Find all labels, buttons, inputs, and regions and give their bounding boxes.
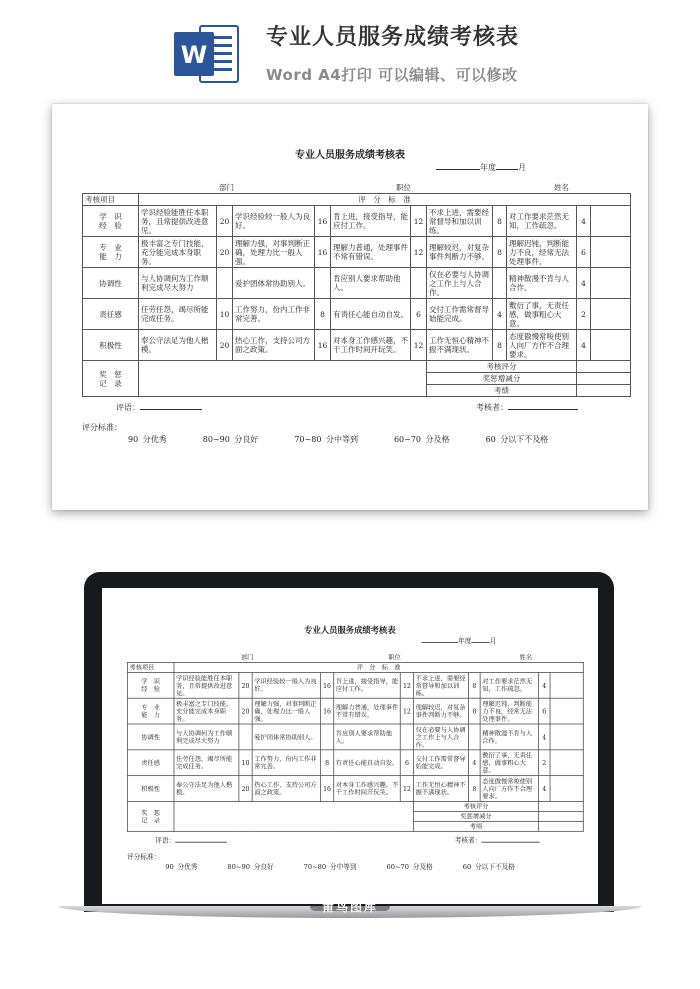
criteria-cell: 肯应别人要求帮助他人。	[334, 724, 401, 750]
criteria-cell: 有责任心能自动自发。	[331, 299, 411, 330]
criteria-cell: 奉公守法足为他人楷模。	[139, 330, 217, 361]
standard-header: 评 分 标 准	[139, 194, 631, 206]
score-cell	[315, 268, 331, 299]
criteria-cell: 精神散漫不肯与人合作。	[507, 268, 577, 299]
score-cell: 6	[538, 698, 550, 724]
comment-label: 评语：	[155, 836, 176, 845]
item-header: 考核项目	[127, 662, 174, 672]
criteria-cell: 奉公守法足为他人楷模。	[174, 776, 239, 802]
table-row	[83, 330, 631, 361]
score-cell: 8	[493, 237, 507, 268]
criteria-cell: 学识经验较一般人为良好。	[252, 672, 320, 698]
item-name-cell: 责任感	[83, 299, 139, 330]
grade-item: 90 分优秀	[165, 863, 198, 871]
grade-item: 60 分以下不及格	[462, 863, 515, 871]
summary-cell: 考绩	[414, 821, 539, 831]
table-row	[127, 776, 583, 802]
criteria-cell: 工作努力，份内工作非常完善。	[252, 750, 320, 776]
item-name-cell: 学 识 经 验	[127, 672, 174, 698]
score-cell: 2	[538, 750, 550, 776]
blank-cell	[550, 724, 583, 750]
watermark: 莆鸟图库	[321, 900, 378, 914]
year-label: 年度	[480, 163, 496, 172]
dept-label: 部门	[240, 653, 254, 662]
score-cell: 20	[239, 776, 252, 802]
score-cell: 12	[411, 206, 427, 237]
criteria-cell: 肯上进，接受指导，能应付工作。	[331, 206, 411, 237]
score-cell: 8	[469, 776, 481, 802]
grade-item: 60~70 分及格	[393, 435, 450, 444]
score-cell: 20	[217, 237, 233, 268]
standard-header: 评 分 标 准	[174, 662, 583, 672]
laptop-screen	[102, 588, 598, 904]
criteria-cell: 任劳任怨，竭尽所能完成任务。	[174, 750, 239, 776]
post-label: 职位	[396, 183, 412, 192]
document	[52, 104, 648, 510]
criteria-cell: 与人协调何为工作顺利完成尽大努力	[174, 724, 239, 750]
grade-item: 90 分优秀	[128, 435, 167, 444]
word-icon	[172, 22, 240, 86]
score-cell	[469, 724, 481, 750]
score-cell: 20	[239, 698, 252, 724]
page-title: 专业人员服务成绩考核表	[266, 25, 520, 50]
blank-cell	[550, 776, 583, 802]
item-name-cell: 学 识 经 验	[83, 206, 139, 237]
table-row	[127, 724, 583, 750]
criteria-cell: 仅在必要与人协调之工作上与人合作。	[427, 268, 493, 299]
standard-label: 评分标准：	[126, 853, 161, 861]
laptop-mockup	[58, 572, 642, 922]
doc-title: 专业人员服务成绩考核表	[304, 626, 396, 636]
criteria-cell: 对工作要求茫然无知，工作疏忽。	[480, 672, 538, 698]
assessor-label: 考核者：	[454, 836, 482, 845]
score-cell: 20	[239, 672, 252, 698]
score-cell: 20	[217, 206, 233, 237]
table-row	[127, 698, 583, 724]
criteria-cell: 理解较迟，对复杂事件判断力不够。	[414, 698, 469, 724]
criteria-cell: 爱护团体常协助别人。	[233, 268, 315, 299]
table-row	[83, 299, 631, 330]
score-cell: 8	[469, 698, 481, 724]
year-label: 年度	[458, 637, 472, 645]
criteria-cell: 肯上进，接受指导，能应付工作。	[334, 672, 401, 698]
criteria-cell: 仅在必要与人协调之工作上与人合作。	[414, 724, 469, 750]
table-row	[83, 206, 631, 237]
score-cell: 4	[538, 724, 550, 750]
criteria-cell: 敷衍了事，无责任感，做事粗心大意。	[507, 299, 577, 330]
score-cell: 4	[469, 750, 481, 776]
criteria-cell: 学识经验较一般人为良好。	[233, 206, 315, 237]
score-cell: 16	[320, 776, 333, 802]
criteria-cell: 对本身工作感兴趣，不干工作时间开玩笑。	[334, 776, 401, 802]
criteria-cell: 理解迟钝，判断能力不良，经常无法处理事件。	[480, 698, 538, 724]
score-cell: 16	[315, 237, 331, 268]
dept-label: 部门	[219, 183, 234, 192]
criteria-cell: 热心工作，支持公司方面之政策。	[252, 776, 320, 802]
assessor-line	[476, 402, 578, 413]
criteria-cell: 学识经验能胜任本职务，且常提供改进意见。	[139, 206, 217, 237]
score-cell: 4	[538, 672, 550, 698]
item-name-cell: 专 业 能 力	[127, 698, 174, 724]
criteria-cell: 对本身工作感兴趣，不干工作时间开玩笑。	[331, 330, 411, 361]
score-cell: 4	[577, 268, 591, 299]
summary-cell: 奖惩增减分	[427, 373, 577, 385]
standard-label: 评分标准：	[82, 423, 122, 432]
criteria-cell: 理解较迟，对复杂事件判断力不够。	[427, 237, 493, 268]
assessment-table	[127, 653, 584, 832]
score-cell: 16	[315, 206, 331, 237]
blank-cell	[591, 237, 631, 268]
criteria-cell: 任劳任怨，竭尽所能完成任务。	[139, 299, 217, 330]
criteria-cell: 工作无恒心精神不振不满现状。	[427, 330, 493, 361]
score-cell: 6	[577, 237, 591, 268]
criteria-cell: 不求上进，需要经常督导和加以训练。	[427, 206, 493, 237]
criteria-cell: 学识经验能胜任本职务，且常提供改进意见。	[174, 672, 239, 698]
score-cell	[411, 268, 427, 299]
reward-label: 奖 惩 记 录	[83, 361, 139, 397]
year-month-line	[436, 162, 526, 173]
doc-title: 专业人员服务成绩考核表	[295, 150, 405, 161]
criteria-cell: 理解力强，对事判断正确，处理力比一般人强。	[252, 698, 320, 724]
score-cell: 16	[315, 330, 331, 361]
criteria-cell: 工作无恒心精神不振不满现状。	[414, 776, 469, 802]
score-cell: 8	[320, 750, 333, 776]
document-preview	[52, 104, 648, 510]
assessor-label: 考核者：	[476, 403, 508, 412]
reward-label: 奖 惩 记 录	[127, 801, 174, 831]
page-subtitle: Word A4打印 可以编辑、可以修改	[266, 66, 518, 84]
score-cell	[493, 268, 507, 299]
criteria-cell: 热心工作，支持公司方面之政策。	[233, 330, 315, 361]
grade-item: 60 分以下不及格	[485, 435, 549, 444]
header	[0, 0, 700, 100]
item-name-cell: 协调性	[127, 724, 174, 750]
assessment-table	[82, 182, 631, 397]
item-name-cell: 积极性	[127, 776, 174, 802]
score-cell: 20	[217, 330, 233, 361]
grade-item: 80~90 分良好	[202, 435, 259, 444]
month-label: 月	[518, 163, 526, 172]
grade-item: 70~80 分中等到	[303, 863, 357, 871]
criteria-cell: 理解力普通，处理事件不常有错误。	[331, 237, 411, 268]
name-label: 姓名	[519, 653, 533, 662]
score-cell: 2	[577, 299, 591, 330]
score-cell: 6	[411, 299, 427, 330]
score-cell: 4	[538, 776, 550, 802]
criteria-cell: 有责任心能自动自发。	[334, 750, 401, 776]
post-label: 职位	[388, 653, 401, 662]
name-label: 姓名	[554, 183, 570, 192]
summary-cell: 考绩	[427, 385, 577, 397]
summary-cell: 奖惩增减分	[414, 811, 539, 821]
score-cell: 10	[217, 299, 233, 330]
criteria-cell: 敷衍了事，无责任感，做事粗心大意。	[480, 750, 538, 776]
item-name-cell: 专 业 能 力	[83, 237, 139, 268]
svg-text:W: W	[180, 41, 208, 69]
score-cell	[239, 724, 252, 750]
table-row	[127, 672, 583, 698]
score-cell	[217, 268, 233, 299]
criteria-cell: 理解力普通，处理事件不常有错误。	[334, 698, 401, 724]
grade-item: 80~90 分良好	[227, 863, 274, 871]
table-row	[83, 237, 631, 268]
criteria-cell: 与人协调何为工作顺利完成尽大努力	[139, 268, 217, 299]
criteria-cell: 极丰富之专门技能，充分能完成本身职务。	[139, 237, 217, 268]
grade-item: 70~80 分中等到	[294, 435, 358, 444]
score-cell: 4	[493, 299, 507, 330]
blank-cell	[550, 750, 583, 776]
criteria-cell: 肯应别人要求帮助他人。	[331, 268, 411, 299]
criteria-cell: 精神散漫不肯与人合作。	[480, 724, 538, 750]
item-name-cell: 积极性	[83, 330, 139, 361]
criteria-cell: 态度傲慢常唆使别人向厂方作不合理要求。	[507, 330, 577, 361]
blank-cell	[550, 698, 583, 724]
score-cell: 8	[469, 672, 481, 698]
document-thumbnail	[102, 588, 598, 904]
criteria-cell: 不求上进，需要经常督导和加以训练。	[414, 672, 469, 698]
score-cell: 8	[493, 330, 507, 361]
blank-cell	[550, 672, 583, 698]
score-cell: 12	[411, 330, 427, 361]
criteria-cell: 理解迟钝，判断能力不良，经常无法处理事件。	[507, 237, 577, 268]
comment-line	[116, 402, 202, 413]
table-row	[127, 750, 583, 776]
score-cell: 8	[315, 299, 331, 330]
summary-cell: 考核评分	[414, 801, 539, 811]
score-cell	[400, 724, 413, 750]
score-cell: 8	[493, 206, 507, 237]
score-cell: 6	[400, 750, 413, 776]
comment-line	[155, 836, 227, 845]
blank-cell	[591, 299, 631, 330]
score-cell: 4	[577, 206, 591, 237]
criteria-cell: 极丰富之专门技能，充分能完成本身职务。	[174, 698, 239, 724]
score-cell: 12	[400, 672, 413, 698]
assessor-line	[455, 836, 540, 845]
score-cell: 10	[239, 750, 252, 776]
score-cell: 12	[411, 237, 427, 268]
table-row	[83, 268, 631, 299]
criteria-cell: 态度傲慢常唆使别人向厂方作不合理要求。	[480, 776, 538, 802]
criteria-cell: 对工作要求茫然无知，工作疏忽。	[507, 206, 577, 237]
score-cell: 16	[320, 698, 333, 724]
score-cell: 12	[400, 776, 413, 802]
criteria-cell: 工作努力，份内工作非常完善。	[233, 299, 315, 330]
score-cell: 16	[320, 672, 333, 698]
criteria-cell: 交付工作需常督导始能完成。	[427, 299, 493, 330]
grade-scale	[165, 863, 545, 872]
comment-label: 评语：	[116, 403, 140, 412]
item-name-cell: 协调性	[83, 268, 139, 299]
blank-cell	[591, 206, 631, 237]
item-header: 考核项目	[83, 194, 139, 206]
grade-scale	[128, 434, 584, 445]
year-month-line	[421, 636, 496, 645]
criteria-cell: 爱护团体常协助别人。	[252, 724, 320, 750]
blank-cell	[591, 330, 631, 361]
grade-item: 60~70 分及格	[386, 863, 433, 871]
score-cell: 12	[400, 698, 413, 724]
criteria-cell: 交付工作需常督导始能完成。	[414, 750, 469, 776]
month-label: 月	[489, 637, 497, 645]
score-cell	[320, 724, 333, 750]
blank-cell	[591, 268, 631, 299]
item-name-cell: 责任感	[127, 750, 174, 776]
criteria-cell: 理解力强，对事判断正确，处理力比一般人强。	[233, 237, 315, 268]
score-cell: 4	[577, 330, 591, 361]
summary-cell: 考核评分	[427, 361, 577, 373]
